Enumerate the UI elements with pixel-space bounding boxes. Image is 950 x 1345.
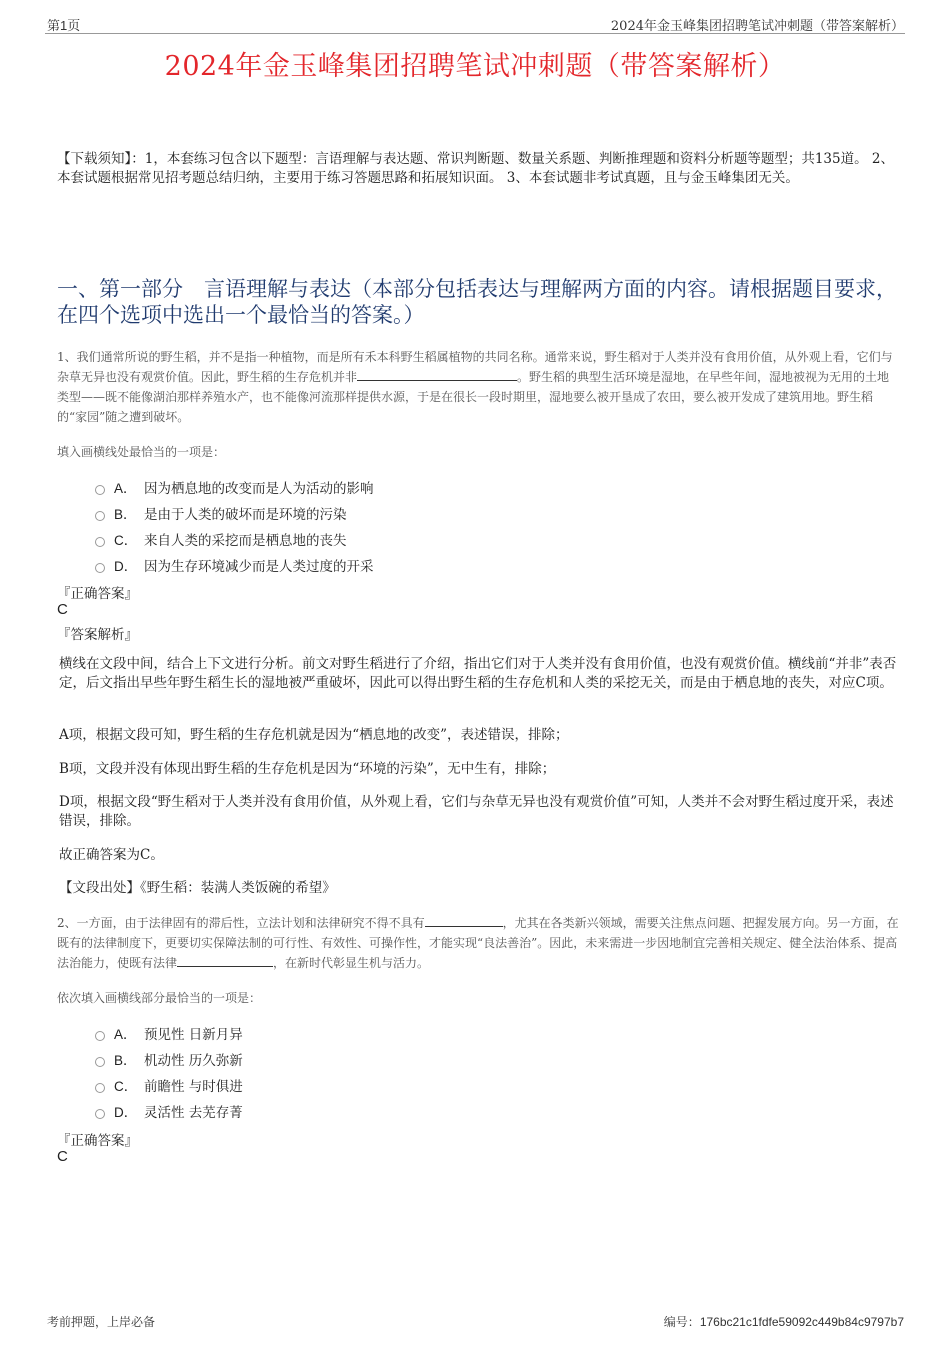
footer-code-value: 176bc21c1fdfe59092c449b84c9797b7 (699, 1315, 904, 1329)
option-letter: B． (114, 507, 137, 522)
section-heading: 一、第一部分 言语理解与表达（本部分包括表达与理解两方面的内容。请根据题目要求，在四个选项中选出一个最恰当的答案。） (57, 277, 897, 327)
question-1-option-c[interactable] (95, 529, 347, 549)
question-1-blank (357, 368, 517, 381)
source-citation: 【文段出处】《野生稻：装满人类饭碗的希望》 (59, 880, 336, 896)
option-text: 来自人类的采挖而是栖息地的丧失 (144, 533, 347, 549)
question-2-answer-label: 『正确答案』 (57, 1133, 138, 1149)
footer-slogan: 考前押题，上岸必备 (47, 1315, 156, 1329)
option-letter: D． (114, 1105, 138, 1120)
option-text: 前瞻性 与时俱进 (144, 1079, 243, 1095)
option-letter: C． (114, 533, 138, 548)
question-2-text (57, 913, 899, 973)
question-1-prompt: 填入画横线处最恰当的一项是： (57, 445, 226, 459)
question-1-text-before: 1、我们通常所说的野生稻，并不是指一种植物，而是所有禾本科野生稻属植物的共同名称。通常来说，野生稻对于人类并没有食用价值，从外观上看，它们与杂草无异也没有观赏价值。因此，野生稻的生存危机并非 (57, 350, 893, 384)
radio-icon[interactable] (95, 1083, 105, 1093)
option-letter: C． (114, 1079, 138, 1094)
question-1-answer: C (57, 601, 68, 618)
footer-code (664, 1313, 904, 1330)
question-2-prompt: 依次填入画横线部分最恰当的一项是： (57, 991, 262, 1005)
question-1-text (57, 347, 899, 427)
question-2-blank-2 (177, 954, 273, 967)
question-1-option-b[interactable] (95, 503, 347, 523)
question-2-option-a[interactable] (95, 1023, 243, 1043)
option-letter: A． (114, 1027, 137, 1042)
document-title: 2024年金玉峰集团招聘笔试冲刺题（带答案解析） (164, 51, 786, 82)
question-1-text-after: 。野生稻的典型生活环境是湿地，在早些年间，湿地被视为无用的土地类型——既不能像湖泊那样养殖水产，也不能像河流那样提供水源，于是在很长一段时期里，湿地要么被开垦成了农田，要么被开发成了建筑用地。野生稻的“家园”随之遭到破坏。 (57, 370, 890, 424)
radio-icon[interactable] (95, 537, 105, 547)
option-text: 机动性 历久弥新 (144, 1053, 243, 1069)
footer-code-label: 编号： (663, 1315, 700, 1329)
analysis-paragraph: B项，文段并没有体现出野生稻的生存危机是因为“环境的污染”，无中生有，排除； (59, 761, 556, 777)
page-number: 第1页 (47, 18, 81, 33)
question-1-option-d[interactable] (95, 555, 374, 575)
option-text: 预见性 日新月异 (144, 1027, 243, 1043)
question-1-answer-label: 『正确答案』 (57, 586, 138, 602)
question-1-analysis-label: 『答案解析』 (57, 627, 138, 643)
radio-icon[interactable] (95, 1057, 105, 1067)
analysis-paragraph: A项，根据文段可知，野生稻的生存危机就是因为“栖息地的改变”，表述错误，排除； (59, 727, 569, 743)
question-2-text-a: 2、一方面，由于法律固有的滞后性，立法计划和法律研究不得不具有 (57, 916, 425, 930)
option-text: 因为生存环境减少而是人类过度的开采 (144, 559, 374, 575)
radio-icon[interactable] (95, 1109, 105, 1119)
option-letter: A． (114, 481, 137, 496)
question-2-answer: C (57, 1148, 68, 1165)
analysis-paragraph: 横线在文段中间，结合上下文进行分析。前文对野生稻进行了介绍，指出它们对于人类并没有食用价值，也没有观赏价值。横线前“并非”表否定，后文指出早些年野生稻生长的湿地被严重破坏，因此可以得出野生稻的生存危机和人类的采挖无关，而是由于栖息地的丧失，对应C项。 (59, 656, 897, 691)
question-2-option-c[interactable] (95, 1075, 243, 1095)
radio-icon[interactable] (95, 563, 105, 573)
option-letter: B． (114, 1053, 137, 1068)
header-doc-title: 2024年金玉峰集团招聘笔试冲刺题（带答案解析） (610, 19, 904, 34)
option-text: 是由于人类的破坏而是环境的污染 (144, 507, 347, 523)
analysis-conclusion: 故正确答案为C。 (59, 847, 164, 863)
question-2-option-b[interactable] (95, 1049, 243, 1069)
header-divider (45, 33, 905, 34)
radio-icon[interactable] (95, 511, 105, 521)
download-notice: 【下载须知】：1，本套练习包含以下题型：言语理解与表达题、常识判断题、数量关系题、判断推理题和资料分析题等题型；共135道。 2、本套试题根据常见招考题总结归纳，主要用于练习答题思路和拓展知识面。 3、本套试题非考试真题，且与金玉峰集团无关。 (57, 151, 894, 186)
radio-icon[interactable] (95, 1031, 105, 1041)
option-text: 因为栖息地的改变而是人为活动的影响 (144, 481, 374, 497)
question-2-blank-1 (425, 914, 503, 927)
radio-icon[interactable] (95, 485, 105, 495)
analysis-paragraph: D项，根据文段“野生稻对于人类并没有食用价值，从外观上看，它们与杂草无异也没有观赏价值”可知，人类并不会对野生稻过度开采，表述错误，排除。 (59, 794, 894, 829)
option-text: 灵活性 去芜存菁 (144, 1105, 243, 1121)
question-2-text-b: ，尤其在各类新兴领域，需要关注焦点问题、把握发展方向。另一方面，在既有的法律制度下，更要切实保障法制的可行性、有效性、可操作性，才能实现“良法善治”。因此，未来需进一步因地制宜完善相关规定、健全法治体系、提高法治能力，使既有法律 (57, 916, 899, 970)
question-2-option-d[interactable] (95, 1101, 243, 1121)
question-2-text-c: ，在新时代彰显生机与活力。 (273, 956, 430, 970)
question-1-option-a[interactable] (95, 477, 374, 497)
option-letter: D． (114, 559, 138, 574)
